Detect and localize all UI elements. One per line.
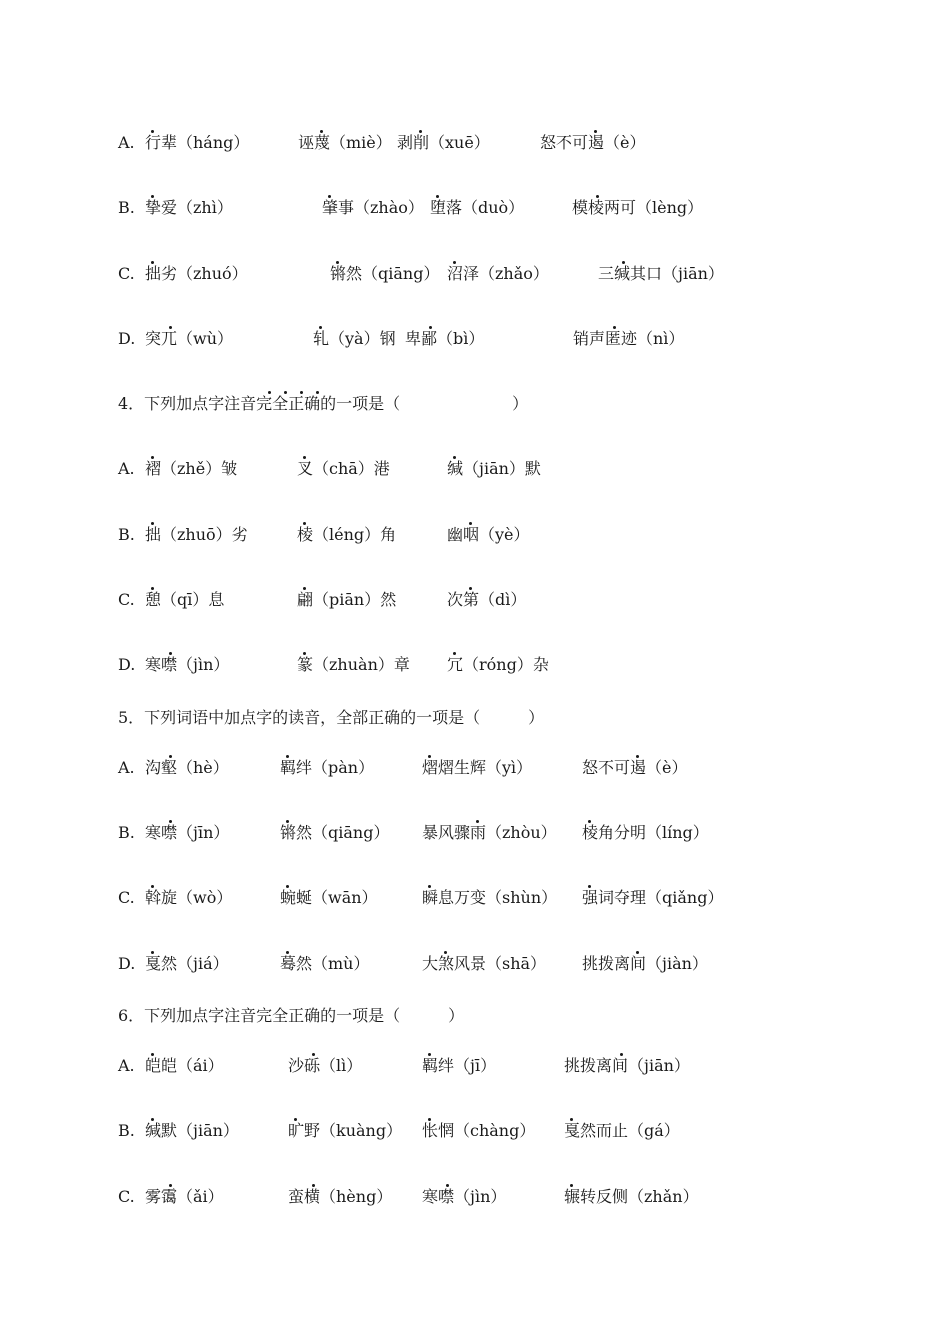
option-item: 沟壑（hè） (145, 758, 229, 777)
emphasis-dot (151, 1053, 154, 1056)
option-item: 熠熠生辉（yì） (422, 758, 533, 777)
emphasis-dot (303, 652, 306, 655)
option-item: 暴风骤雨（zhòu） (422, 823, 557, 842)
question-stem: 4．下列加点字注音完全正确的一项是（ ） (118, 394, 529, 413)
emphasis-dot (453, 261, 456, 264)
emphasis-dot (312, 1184, 315, 1187)
option-item: 沼泽（zhǎo） (447, 264, 549, 283)
q5-option-d (0, 949, 950, 979)
emphasis-dot (469, 522, 472, 525)
option-item: 雾霭（ǎi） (145, 1187, 224, 1206)
option-label: B. (118, 823, 135, 842)
emphasis-dot (428, 755, 431, 758)
emphasis-dot (286, 951, 289, 954)
emphasis-dot (620, 1053, 623, 1056)
option-item: 翩（piān）然 (297, 590, 397, 609)
emphasis-dot (336, 261, 339, 264)
option-item: 强词夺理（qiǎng） (582, 888, 724, 907)
emphasis-dot (453, 456, 456, 459)
option-item: 羁绊（pàn） (280, 758, 375, 777)
emphasis-dot (429, 326, 432, 329)
emphasis-dot (151, 456, 154, 459)
option-item: 次第（dì） (447, 590, 527, 609)
option-label: A. (118, 133, 135, 152)
q3-option-b (0, 193, 950, 223)
option-label: C. (118, 264, 135, 283)
option-item: 沙砾（lì） (288, 1056, 363, 1075)
option-item: 皑皑（ái） (145, 1056, 224, 1075)
q5-option-b (0, 818, 950, 848)
emphasis-dot (469, 587, 472, 590)
option-item: 棱（léng）角 (297, 525, 397, 544)
option-item: 大煞风景（shā） (422, 954, 547, 973)
option-item: 蛮横（hèng） (288, 1187, 393, 1206)
emphasis-dot (294, 1118, 297, 1121)
emphasis-dot (284, 391, 287, 394)
emphasis-dot (636, 951, 639, 954)
q6-stem (0, 1001, 950, 1031)
option-item: 辗转反侧（zhǎn） (564, 1187, 699, 1206)
q6-option-a (0, 1051, 950, 1081)
emphasis-dot (169, 820, 172, 823)
q4-option-d (0, 650, 950, 680)
emphasis-dot (444, 951, 447, 954)
option-item: 寒噤（jīn） (145, 823, 230, 842)
option-item: 怒不可遏（è） (540, 133, 646, 152)
q3-option-d (0, 324, 950, 354)
emphasis-dot (613, 326, 616, 329)
emphasis-dot (151, 1118, 154, 1121)
option-item: 蜿蜒（wān） (280, 888, 378, 907)
emphasis-dot (303, 587, 306, 590)
emphasis-dot (594, 130, 597, 133)
option-item: 拙劣（zhuó） (145, 264, 248, 283)
emphasis-dot (319, 326, 322, 329)
q5-stem (0, 703, 950, 733)
emphasis-dot (312, 1053, 315, 1056)
option-item: 锵然（qiāng） (280, 823, 390, 842)
emphasis-dot (622, 261, 625, 264)
option-item: 寒噤（jìn） (145, 655, 230, 674)
emphasis-dot (151, 951, 154, 954)
emphasis-dot (316, 391, 319, 394)
q5-option-c (0, 883, 950, 913)
option-item: 幽咽（yè） (447, 525, 530, 544)
option-item: 挚爱（zhì） (145, 198, 233, 217)
option-item: 冗（róng）杂 (447, 655, 549, 674)
option-item: 销声匿迹（nì） (573, 329, 685, 348)
emphasis-dot (419, 130, 422, 133)
emphasis-dot (151, 885, 154, 888)
q4-stem (0, 389, 950, 419)
emphasis-dot (636, 755, 639, 758)
emphasis-dot (169, 326, 172, 329)
option-item: 叉（chā）港 (297, 459, 390, 478)
option-item: 缄默（jiān） (145, 1121, 239, 1140)
option-label: D. (118, 329, 136, 348)
q6-option-b (0, 1116, 950, 1146)
option-label: C. (118, 590, 135, 609)
option-item: 棱角分明（líng） (582, 823, 709, 842)
emphasis-dot (453, 652, 456, 655)
option-label: A. (118, 758, 135, 777)
option-label: A. (118, 459, 135, 478)
option-label: C. (118, 888, 135, 907)
option-item: 怅惘（chàng） (422, 1121, 536, 1140)
emphasis-dot (596, 195, 599, 198)
option-item: 诬蔑（miè） (298, 133, 392, 152)
option-label: C. (118, 1187, 135, 1206)
q4-option-b (0, 520, 950, 550)
emphasis-dot (428, 1118, 431, 1121)
option-item: 寒噤（jìn） (422, 1187, 507, 1206)
emphasis-dot (286, 820, 289, 823)
emphasis-dot (588, 820, 591, 823)
emphasis-dot (436, 195, 439, 198)
option-label: B. (118, 198, 135, 217)
emphasis-dot (151, 261, 154, 264)
option-label: A. (118, 1056, 135, 1075)
option-item: 三缄其口（jiān） (598, 264, 724, 283)
option-item: 戛然（jiá） (145, 954, 229, 973)
option-label: D. (118, 655, 136, 674)
emphasis-dot (570, 1184, 573, 1187)
question-stem: 5．下列词语中加点字的读音，全部正确的一项是（ ） (118, 708, 545, 727)
q3-option-a (0, 128, 950, 158)
option-item: 挑拨离间（jiān） (564, 1056, 690, 1075)
option-item: 卑鄙（bì） (405, 329, 485, 348)
option-item: 蓦然（mù） (280, 954, 370, 973)
emphasis-dot (169, 755, 172, 758)
option-item: 突兀（wù） (145, 329, 234, 348)
option-item: 篆（zhuàn）章 (297, 655, 410, 674)
option-item: 轧（yà）钢 (313, 329, 396, 348)
option-item: 斡旋（wò） (145, 888, 233, 907)
q5-option-a (0, 753, 950, 783)
emphasis-dot (286, 885, 289, 888)
q4-option-a (0, 454, 950, 484)
emphasis-dot (328, 195, 331, 198)
emphasis-dot (286, 755, 289, 758)
option-item: 拙（zhuō）劣 (145, 525, 248, 544)
option-item: 模棱两可（lèng） (572, 198, 704, 217)
emphasis-dot (300, 391, 303, 394)
emphasis-dot (303, 522, 306, 525)
emphasis-dot (588, 885, 591, 888)
emphasis-dot (151, 587, 154, 590)
option-item: 羁绊（jī） (422, 1056, 497, 1075)
option-label: B. (118, 525, 135, 544)
option-item: 褶（zhě）皱 (145, 459, 238, 478)
emphasis-dot (151, 195, 154, 198)
option-label: D. (118, 954, 136, 973)
emphasis-dot (151, 522, 154, 525)
emphasis-dot (428, 1053, 431, 1056)
emphasis-dot (476, 820, 479, 823)
option-item: 憩（qī）息 (145, 590, 225, 609)
option-item: 锵然（qiāng） (330, 264, 440, 283)
option-item: 行辈（háng） (145, 133, 250, 152)
option-item: 堕落（duò） (430, 198, 525, 217)
emphasis-dot (320, 130, 323, 133)
option-item: 戛然而止（gá） (564, 1121, 680, 1140)
emphasis-dot (268, 391, 271, 394)
q3-option-c (0, 259, 950, 289)
option-item: 挑拨离间（jiàn） (582, 954, 708, 973)
option-label: B. (118, 1121, 135, 1140)
emphasis-dot (169, 652, 172, 655)
option-item: 瞬息万变（shùn） (422, 888, 558, 907)
option-item: 剥削（xuē） (397, 133, 490, 152)
option-item: 怒不可遏（è） (582, 758, 688, 777)
emphasis-dot (151, 130, 154, 133)
option-item: 缄（jiān）默 (447, 459, 541, 478)
emphasis-dot (570, 1118, 573, 1121)
q4-option-c (0, 585, 950, 615)
emphasis-dot (169, 1184, 172, 1187)
emphasis-dot (303, 456, 306, 459)
q6-option-c (0, 1182, 950, 1212)
emphasis-dot (446, 1184, 449, 1187)
option-item: 旷野（kuàng） (288, 1121, 403, 1140)
option-item: 肇事（zhào） (322, 198, 424, 217)
emphasis-dot (428, 885, 431, 888)
question-stem: 6．下列加点字注音完全正确的一项是（ ） (118, 1006, 465, 1025)
